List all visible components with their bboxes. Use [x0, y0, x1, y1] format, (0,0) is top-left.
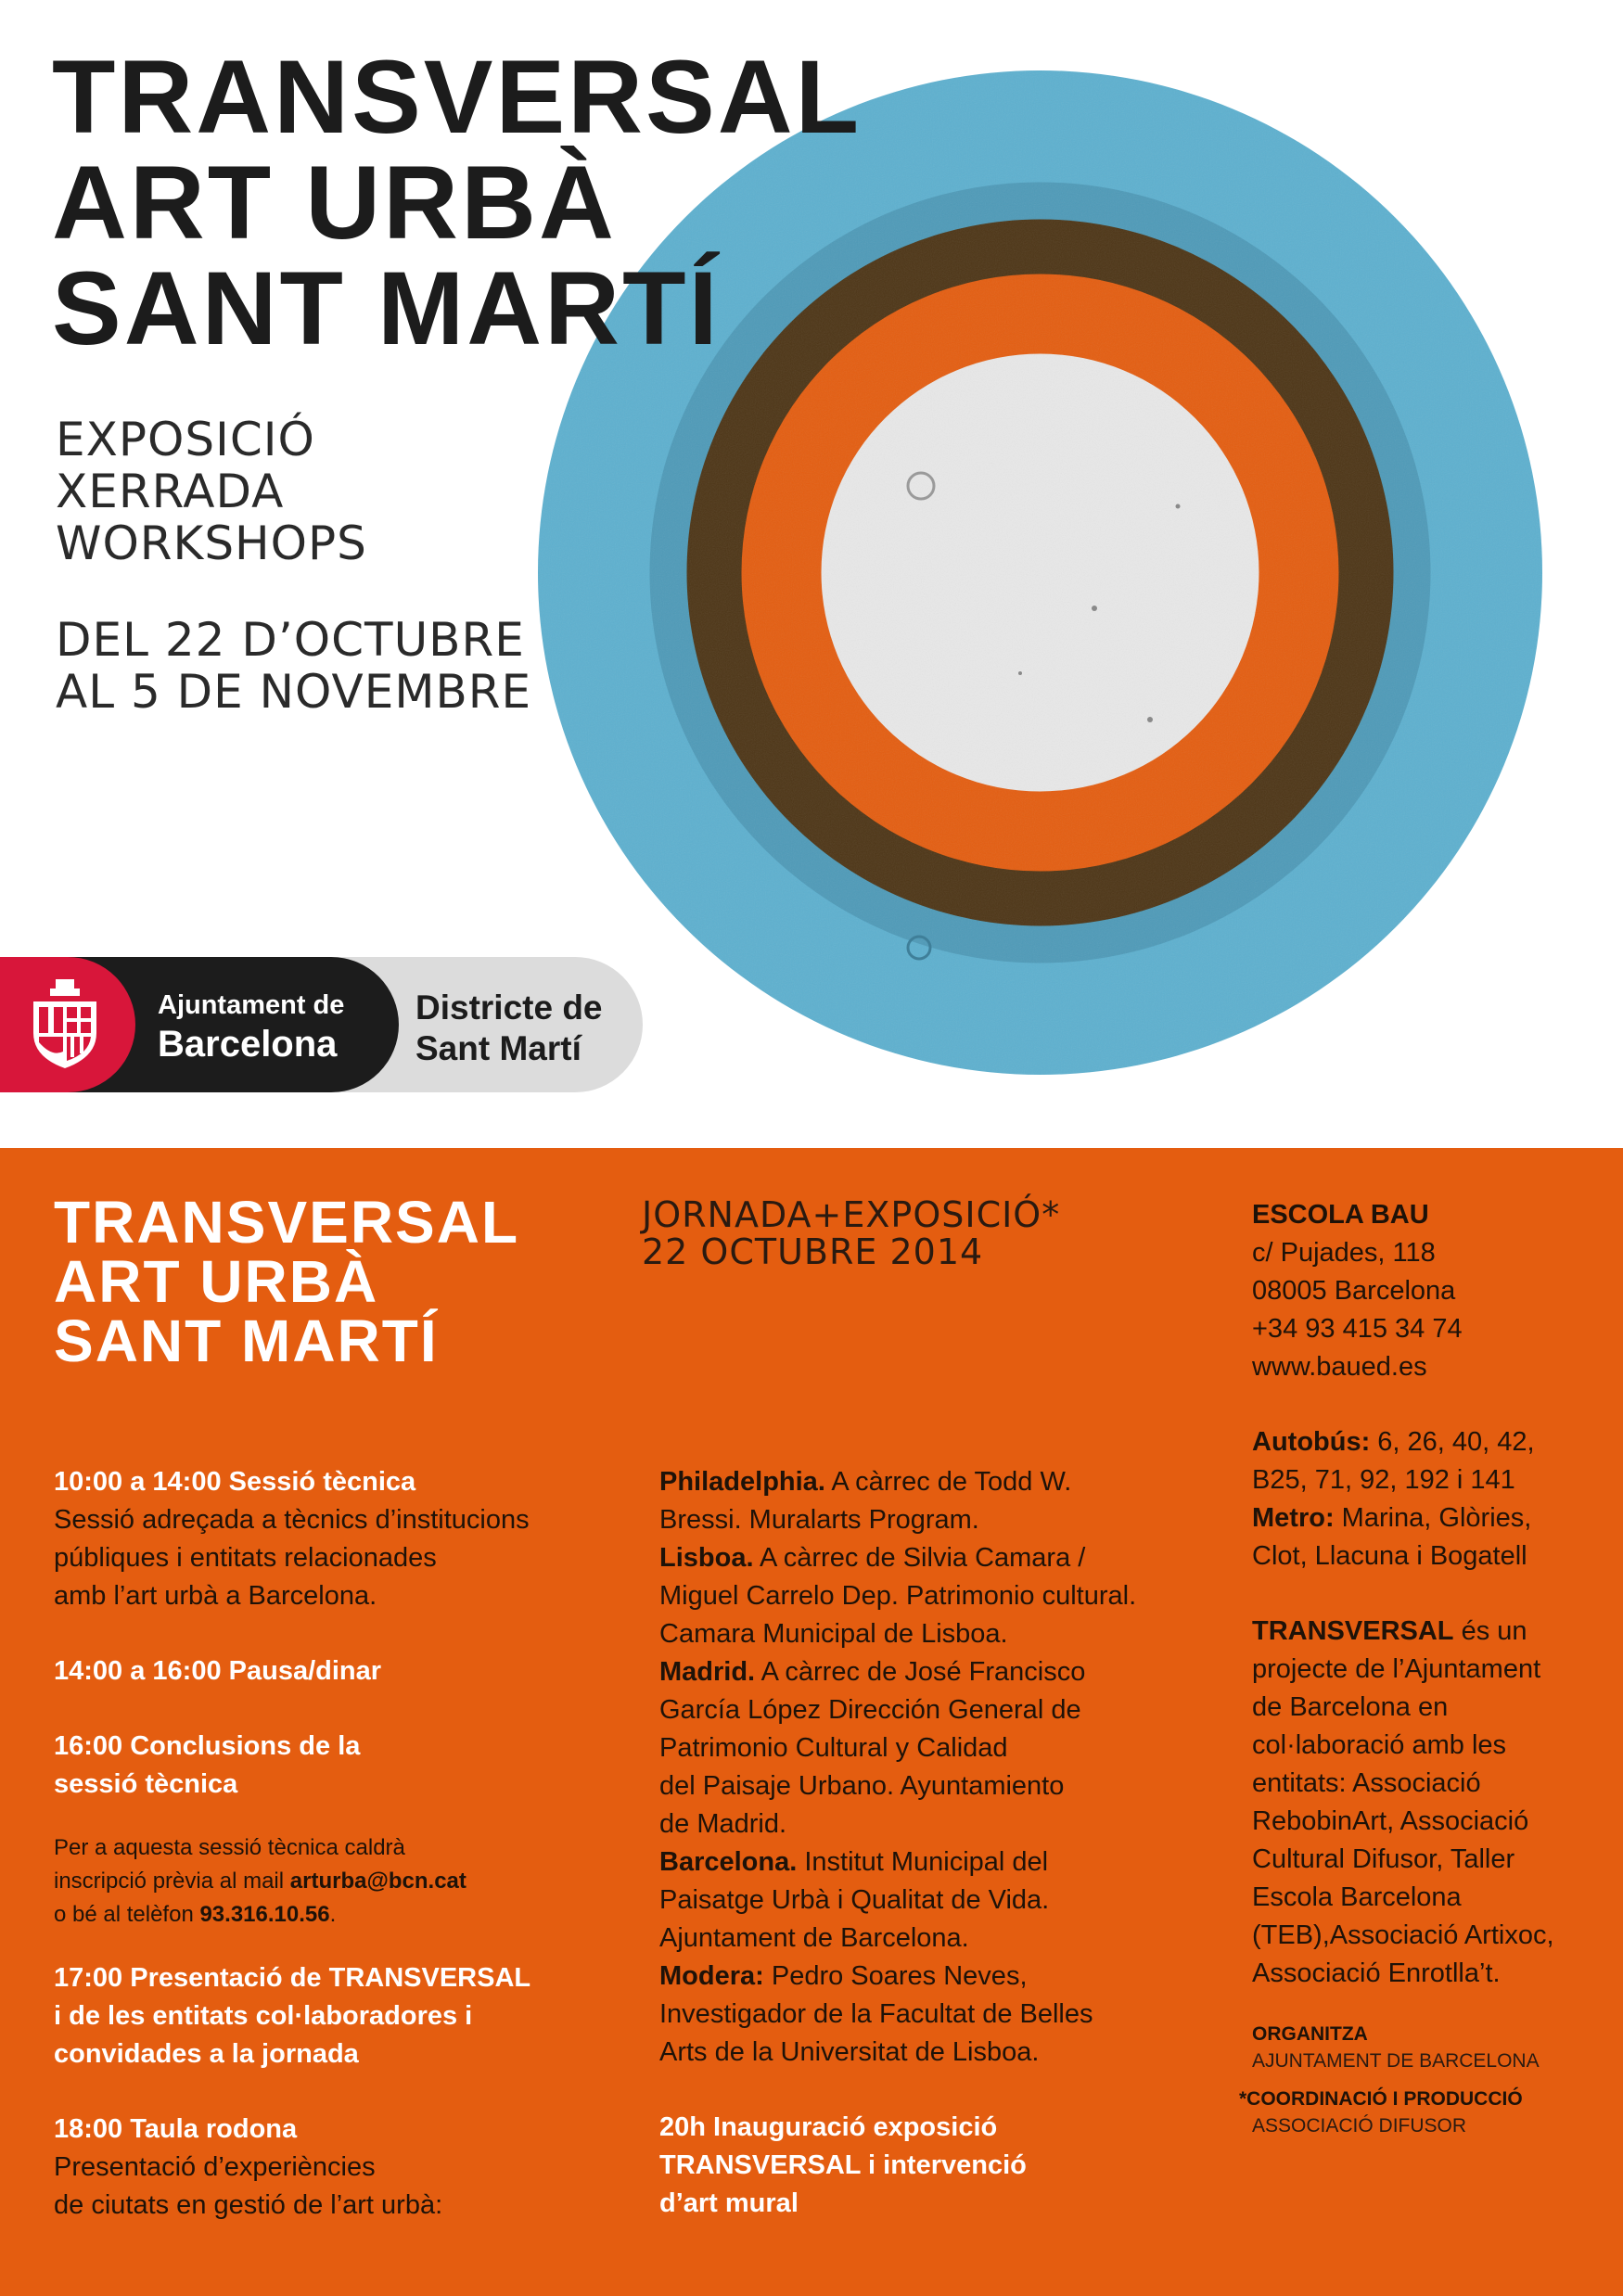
session-5-line: de ciutats en gestió de l’art urbà: — [54, 2190, 443, 2220]
session-5-heading: 18:00 Taula rodona — [54, 2114, 298, 2144]
subtitle-line-3: WORKSHOPS — [56, 517, 367, 570]
program-title-line-2: ART URBÀ — [54, 1248, 379, 1315]
speaker-text: Paisatge Urbà i Qualitat de Vida. — [659, 1885, 1050, 1915]
ajuntament-logo — [0, 957, 643, 1092]
about-text: és un — [1453, 1616, 1527, 1646]
logo-line-1: Ajuntament de — [158, 990, 345, 1020]
registration-email[interactable]: arturba@bcn.cat — [289, 1869, 466, 1894]
program-heading-line-1: JORNADA+EXPOSICIÓ* — [642, 1194, 1061, 1235]
barcelona-crest-icon — [28, 977, 102, 1070]
registration-note-line — [54, 1865, 530, 1898]
session-1-line: amb l’art urbà a Barcelona. — [54, 1581, 377, 1611]
registration-note-text: inscripció prèvia al mail — [54, 1869, 290, 1894]
speaker-text: Camara Municipal de Lisboa. — [659, 1619, 1008, 1649]
organizer-name: AJUNTAMENT DE BARCELONA — [1252, 2050, 1540, 2072]
logo-line-2: Barcelona — [158, 1024, 338, 1065]
speaker-madrid — [659, 1653, 1136, 1691]
registration-note-line — [54, 1898, 530, 1932]
info-column — [1239, 1196, 1554, 2139]
inauguration-heading: TRANSVERSAL i intervenció — [659, 2150, 1027, 2180]
poster-title-line-3: SANT MARTÍ — [52, 250, 721, 366]
moderator-text: Arts de la Universitat de Lisboa. — [659, 2037, 1040, 2067]
moderator-text: Investigador de la Facultat de Belles — [659, 1999, 1093, 2029]
venue-website[interactable]: www.baued.es — [1252, 1352, 1427, 1382]
bus-label: Autobús: — [1252, 1427, 1371, 1457]
poster-title — [52, 39, 863, 366]
session-3-heading: 16:00 Conclusions de la — [54, 1731, 361, 1761]
metro-label: Metro: — [1252, 1503, 1335, 1533]
program-title-line-3: SANT MARTÍ — [54, 1307, 439, 1374]
speaker-text: García López Dirección General de — [659, 1695, 1081, 1725]
bus-info — [1252, 1423, 1554, 1461]
session-1-line: públiques i entitats relacionades — [54, 1543, 437, 1573]
moderator-label: Modera: — [659, 1961, 764, 1991]
speaker-text: del Paisaje Urbano. Ayuntamiento — [659, 1771, 1065, 1801]
speaker-barcelona — [659, 1843, 1136, 1881]
venue-phone: +34 93 415 34 74 — [1252, 1314, 1463, 1344]
about-line: Escola Barcelona — [1252, 1882, 1462, 1912]
registration-note-text: o bé al telèfon — [54, 1902, 200, 1927]
session-5-line: Presentació d’experiències — [54, 2152, 376, 2182]
program-title — [54, 1189, 520, 1374]
metro-info — [1252, 1499, 1554, 1537]
session-4-heading: convidades a la jornada — [54, 2039, 359, 2069]
about-line: (TEB),Associació Artixoc, — [1252, 1920, 1554, 1950]
venue-line: 08005 Barcelona — [1252, 1276, 1456, 1306]
about-label: TRANSVERSAL — [1252, 1616, 1454, 1646]
moderator-text: Pedro Soares Neves, — [763, 1961, 1028, 1991]
registration-phone: 93.316.10.56 — [199, 1902, 330, 1927]
speaker-text: Ajuntament de Barcelona. — [659, 1923, 969, 1953]
logo-district-line-2: Sant Martí — [415, 1029, 581, 1067]
speaker-text: de Madrid. — [659, 1809, 787, 1839]
subtitle-line-1: EXPOSICIÓ — [56, 413, 315, 466]
speaker-text: A càrrec de José Francisco — [755, 1657, 1086, 1687]
speaker-city: Barcelona. — [659, 1847, 798, 1877]
logo-district-line-1: Districte de — [415, 989, 603, 1027]
about-line: projecte de l’Ajuntament — [1252, 1654, 1541, 1684]
speaker-city: Madrid. — [659, 1657, 756, 1687]
speaker-text: A càrrec de Silvia Camara / — [753, 1543, 1086, 1573]
inauguration-heading: 20h Inauguració exposició — [659, 2112, 998, 2142]
coordination-heading: *COORDINACIÓ I PRODUCCIÓ — [1239, 2088, 1523, 2110]
metro-text: Clot, Llacuna i Bogatell — [1252, 1541, 1527, 1571]
registration-note-text: . — [329, 1902, 337, 1927]
poster-dates — [56, 614, 531, 718]
about-line: Associació Enrotlla’t. — [1252, 1958, 1501, 1988]
poster-title-line-1: TRANSVERSAL — [52, 39, 863, 155]
inauguration-heading: d’art mural — [659, 2188, 799, 2218]
poster-subtitle — [56, 414, 367, 569]
poster-title-line-2: ART URBÀ — [52, 145, 617, 261]
session-4-heading: 17:00 Presentació de TRANSVERSAL — [54, 1963, 531, 1993]
speaker-text: A càrrec de Todd W. — [824, 1467, 1072, 1497]
speaker-city: Philadelphia. — [659, 1467, 825, 1497]
about-line: entitats: Associació — [1252, 1768, 1481, 1798]
session-1-line: Sessió adreçada a tècnics d’institucions — [54, 1505, 530, 1535]
schedule-column — [54, 1463, 530, 2225]
about-line: col·laboració amb les — [1252, 1730, 1507, 1760]
speaker-text: Miguel Carrelo Dep. Patrimonio cultural. — [659, 1581, 1137, 1611]
speaker-city: Lisboa. — [659, 1543, 754, 1573]
about-line: de Barcelona en — [1252, 1692, 1449, 1722]
subtitle-line-2: XERRADA — [56, 465, 285, 518]
program-title-line-1: TRANSVERSAL — [54, 1189, 520, 1256]
about-line: Cultural Difusor, Taller — [1252, 1844, 1515, 1874]
session-4-heading: i de les entitats col·laboradores i — [54, 2001, 473, 2031]
round-table-column — [659, 1463, 1136, 2223]
speaker-text: Bressi. Muralarts Program. — [659, 1505, 979, 1535]
bus-text: 6, 26, 40, 42, — [1370, 1427, 1535, 1457]
metro-text: Marina, Glòries, — [1334, 1503, 1532, 1533]
program-heading — [642, 1196, 1060, 1270]
session-3-heading: sessió tècnica — [54, 1769, 238, 1799]
dates-line-2: AL 5 DE NOVEMBRE — [56, 665, 532, 719]
session-2-heading: 14:00 a 16:00 Pausa/dinar — [54, 1656, 382, 1686]
bus-text: B25, 71, 92, 192 i 141 — [1252, 1465, 1515, 1495]
dates-line-1: DEL 22 D’OCTUBRE — [56, 613, 525, 667]
about-text — [1252, 1613, 1554, 1651]
venue-line: c/ Pujades, 118 — [1252, 1238, 1436, 1268]
session-1-heading: 10:00 a 14:00 Sessió tècnica — [54, 1467, 416, 1497]
speaker-philadelphia — [659, 1463, 1136, 1501]
organizer-heading: ORGANITZA — [1252, 2023, 1368, 2045]
speaker-lisboa — [659, 1539, 1136, 1577]
moderator — [659, 1958, 1136, 1996]
coordination-name: ASSOCIACIÓ DIFUSOR — [1252, 2115, 1467, 2137]
speaker-text: Patrimonio Cultural y Calidad — [659, 1733, 1008, 1763]
program-heading-line-2: 22 OCTUBRE 2014 — [642, 1231, 984, 1272]
about-line: RebobinArt, Associació — [1252, 1806, 1529, 1836]
speaker-text: Institut Municipal del — [797, 1847, 1049, 1877]
registration-note-line: Per a aquesta sessió tècnica caldrà — [54, 1835, 405, 1860]
venue-name: ESCOLA BAU — [1252, 1200, 1429, 1230]
